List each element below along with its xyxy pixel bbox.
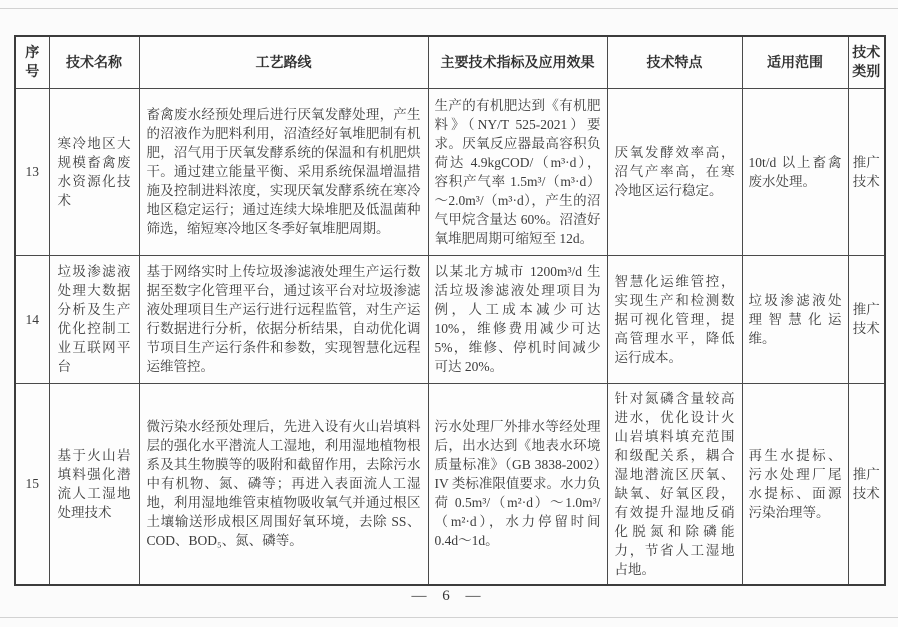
header-row — [15, 36, 885, 88]
row14-features: 智慧化运维管控，实现生产和检测数据可视化管理，提高管理水平，降低运行成本。 — [607, 255, 742, 383]
row14-technology-name: 垃圾渗滤液处理大数据分析及生产优化控制工业互联网平台 — [49, 255, 139, 383]
row15-indicators: 污水处理厂外排水等经处理后，出水达到《地表水环境质量标准》（GB 3838-2002）IV 类标准限值要求。水力负荷 0.5m³/（m²·d）～1.0m³/（m²·d），水力停留时间 0.4d～1d。 — [428, 383, 607, 585]
row14-process-route: 基于网络实时上传垃圾渗滤液处理生产运行数据至数字化管理平台，通过该平台对垃圾渗滤液处理项目生产运行进行远程监管，对生产运行数据进行分析，依据分析结果，自动优化调节项目生产运行条件和参数，实现智慧化远程运维管控。 — [139, 255, 428, 383]
row15-technology-name: 基于火山岩填料强化潜流人工湿地处理技术 — [49, 383, 139, 585]
table-row — [15, 255, 885, 383]
page-top-edge — [0, 8, 898, 9]
header-technology-name: 技术名称 — [49, 36, 139, 88]
header-scope: 适用范围 — [742, 36, 848, 88]
row15-scope: 再生水提标、污水处理厂尾水提标、面源污染治理等。 — [742, 383, 848, 585]
row15-process-route: 微污染水经预处理后，先进入设有火山岩填料层的强化水平潜流人工湿地，利用湿地植物根系及其生物膜等的吸附和截留作用，去除污水中有机物、氮、磷等；再进入表面流人工湿地，利用湿地维管束植物吸收氧气并通过根区土壤输送形成根区周围好氧环境，去除 SS、COD、BOD₅、氮、磷等。 — [139, 383, 428, 585]
row13-process-route: 畜禽废水经预处理后进行厌氧发酵处理，产生的沼液作为肥料利用，沼渣经好氧堆肥制有机肥，沼气用于厌氧发酵系统的保温和有机肥烘干。通过建立能量平衡、采用系统保温增温措施及控制进料浓度，实现厌氧发酵系统在寒冷地区稳定运行；通过连续大垛堆肥及低温菌种筛选，缩短寒冷地区冬季好氧堆肥周期。 — [139, 88, 428, 255]
header-indicators: 主要技术指标及应用效果 — [428, 36, 607, 88]
page-number: — 6 — — [411, 588, 487, 604]
table-row — [15, 88, 885, 255]
row13-technology-name: 寒冷地区大规模畜禽废水资源化技术 — [49, 88, 139, 255]
row15-features: 针对氮磷含量较高进水，优化设计火山岩填料填充范围和级配关系，耦合湿地潜流区厌氧、缺氧、好氧区段，有效提升湿地反硝化脱氮和除磷能力，节省人工湿地占地。 — [607, 383, 742, 585]
row13-indicators: 生产的有机肥达到《有机肥料》（NY/T 525-2021）要求。厌氧反应器最高容积负荷达 4.9kgCOD/（m³·d），容积产气率 1.5m³/（m³·d）～2.0m³/（m³·d），产生的沼气甲烷含量达 60%。沼渣好氧堆肥周期可缩短至 12d。 — [428, 88, 607, 255]
row14-indicators: 以某北方城市 1200m³/d 生活垃圾渗滤液处理项目为例，人工成本减少可达 10%，维修费用减少可达 5%，维修、停机时间减少可达 20%。 — [428, 255, 607, 383]
row15-category: 推广技术 — [848, 383, 885, 585]
page-bottom-edge — [0, 617, 898, 618]
row13-scope: 10t/d 以上畜禽废水处理。 — [742, 88, 848, 255]
row14-serial-number: 14 — [15, 255, 49, 383]
row14-category: 推广技术 — [848, 255, 885, 383]
table-row — [15, 383, 885, 585]
row13-category: 推广技术 — [848, 88, 885, 255]
header-process-route: 工艺路线 — [139, 36, 428, 88]
header-category: 技术类别 — [848, 36, 885, 88]
row13-serial-number: 13 — [15, 88, 49, 255]
row13-features: 厌氧发酵效率高，沼气产率高，在寒冷地区运行稳定。 — [607, 88, 742, 255]
row14-scope: 垃圾渗滤液处理智慧化运维。 — [742, 255, 848, 383]
technology-table — [14, 35, 886, 586]
header-features: 技术特点 — [607, 36, 742, 88]
row15-serial-number: 15 — [15, 383, 49, 585]
header-serial-number: 序号 — [15, 36, 49, 88]
